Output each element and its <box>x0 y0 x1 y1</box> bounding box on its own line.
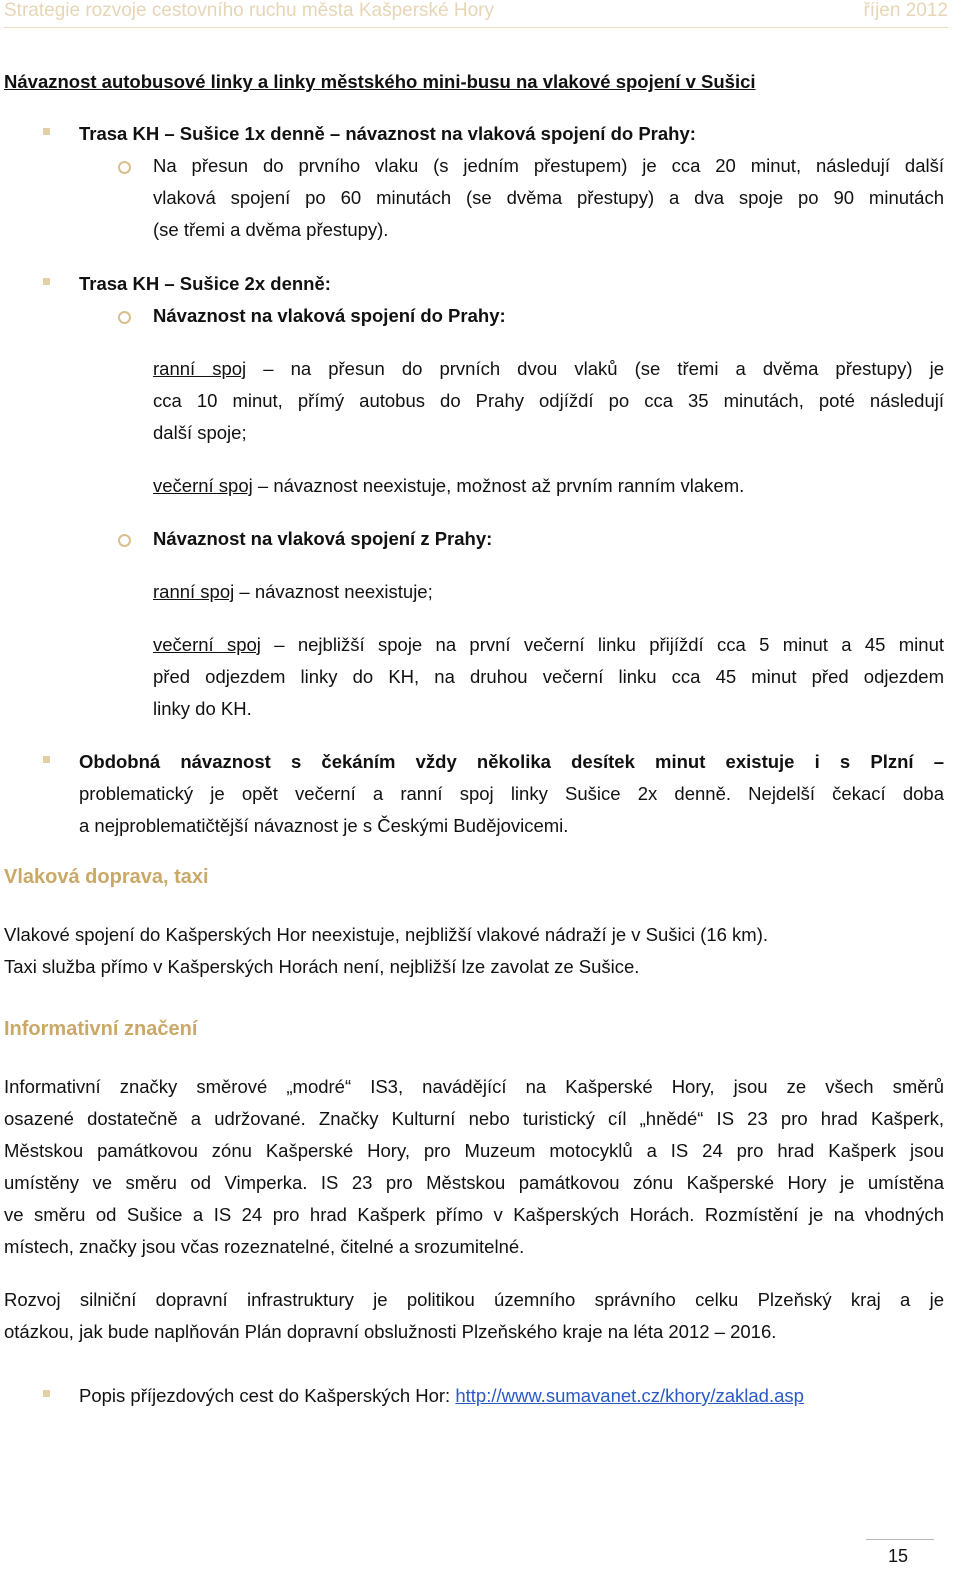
header-title: Strategie rozvoje cestovního ruchu města Kašperské Hory <box>4 0 495 21</box>
paragraph-line: umístěny ve směru od Vimperka. IS 23 pro Městskou památkovou zónu Kašperské Hory je umístěna <box>4 1172 944 1193</box>
paragraph-line: Informativní značky směrové „modré“ IS3, navádějící na Kašperské Hory, jsou ze všech směrů <box>4 1076 944 1097</box>
square-bullet-icon <box>43 1390 50 1397</box>
sumavanet-link[interactable]: http://www.sumavanet.cz/khory/zaklad.asp <box>455 1385 804 1406</box>
paragraph-line: Rozvoj silniční dopravní infrastruktury je politikou územního správního celku Plzeňský kraj a je <box>4 1289 944 1310</box>
footer-divider <box>866 1539 934 1540</box>
label-ranni-spoj: ranní spoj <box>153 358 247 379</box>
running-header <box>4 0 948 22</box>
paragraph-line: (se třemi a dvěma přestupy). <box>153 219 389 240</box>
paragraph-line: ve směru od Sušice a IS 24 pro hrad Kašperk přímo v Kašperských Horách. Rozmístění je na vhodných <box>4 1204 944 1225</box>
bullet-heading: Trasa KH – Sušice 2x denně: <box>79 273 331 294</box>
circle-bullet-icon <box>118 311 131 324</box>
paragraph-line <box>153 576 433 608</box>
paragraph-line <box>79 778 944 810</box>
paragraph-line: linky do KH. <box>153 698 252 719</box>
label-vecerni-spoj: večerní spoj <box>153 634 261 655</box>
line-text: problematický je opět večerní a ranní spoj linky Sušice 2x denně. <box>79 783 731 804</box>
line-text: – návaznost neexistuje, možnost až prvním ranním vlakem. <box>252 475 745 496</box>
square-bullet-icon <box>43 278 50 285</box>
sub-bullet-heading: Návaznost na vlaková spojení do Prahy: <box>153 305 506 326</box>
paragraph-line <box>153 629 944 661</box>
paragraph-line: další spoje; <box>153 422 247 443</box>
paragraph-line: Obdobná návaznost s čekáním vždy několika desítek minut existuje i s Plzní – <box>79 751 944 772</box>
page-number: 15 <box>888 1546 909 1566</box>
paragraph-line <box>153 470 744 502</box>
section-title: Vlaková doprava, taxi <box>4 866 209 888</box>
line-text: Popis příjezdových cest do Kašperských Hor: <box>79 1385 456 1406</box>
paragraph-line: místech, značky jsou včas rozeznatelné, čitelné a srozumitelné. <box>4 1236 525 1257</box>
bullet-heading: Trasa KH – Sušice 1x denně – návaznost na vlaková spojení do Prahy: <box>79 123 696 144</box>
paragraph-line: Taxi služba přímo v Kašperských Horách není, nejbližší lze zavolat ze Sušice. <box>4 956 640 977</box>
header-date: říjen 2012 <box>863 0 948 21</box>
circle-bullet-icon <box>118 534 131 547</box>
line-text: – nejbližší spoje na první večerní linku přijíždí cca 5 minut a 45 minut <box>260 634 944 655</box>
label-ranni-spoj: ranní spoj <box>153 581 235 602</box>
paragraph-line: a nejproblematičtější návaznost je s Českými Budějovicemi. <box>79 815 569 836</box>
paragraph-line: Vlakové spojení do Kašperských Hor neexistuje, nejbližší vlakové nádraží je v Sušici (16 km). <box>4 924 768 945</box>
line-text: – na přesun do prvních dvou vlaků (se třemi a dvěma přestupy) je <box>246 358 944 379</box>
sub-bullet-heading: Návaznost na vlaková spojení z Prahy: <box>153 528 493 549</box>
paragraph-line: cca 10 minut, přímý autobus do Prahy odjíždí po cca 35 minutách, poté následují <box>153 390 944 411</box>
paragraph-line <box>153 353 944 385</box>
section-heading: Návaznost autobusové linky a linky městského mini-busu na vlakové spojení v Sušici <box>4 71 756 92</box>
square-bullet-icon <box>43 128 50 135</box>
paragraph-line: osazené dostatečně a udržované. Značky Kulturní nebo turistický cíl „hnědé“ IS 23 pro hrad Kašperk, <box>4 1108 944 1129</box>
paragraph-line <box>79 1380 804 1412</box>
section-title: Informativní značení <box>4 1018 198 1040</box>
line-text: Nejdelší čekací doba <box>731 783 944 804</box>
paragraph-line: otázkou, jak bude naplňován Plán dopravní obslužnosti Plzeňského kraje na léta 2012 – 2016. <box>4 1321 777 1342</box>
paragraph-line: vlaková spojení po 60 minutách (se dvěma přestupy) a dva spoje po 90 minutách <box>153 187 944 208</box>
label-vecerni-spoj: večerní spoj <box>153 475 253 496</box>
header-divider <box>4 27 948 28</box>
paragraph-line: Městskou památkovou zónu Kašperské Hory, pro Muzeum motocyklů a IS 24 pro hrad Kašperk jsou <box>4 1140 944 1161</box>
circle-bullet-icon <box>118 161 131 174</box>
paragraph-line: Na přesun do prvního vlaku (s jedním přestupem) je cca 20 minut, následují další <box>153 155 944 176</box>
paragraph-line: před odjezdem linky do KH, na druhou večerní linku cca 45 minut před odjezdem <box>153 666 944 687</box>
line-text: – návaznost neexistuje; <box>234 581 433 602</box>
square-bullet-icon <box>43 756 50 763</box>
